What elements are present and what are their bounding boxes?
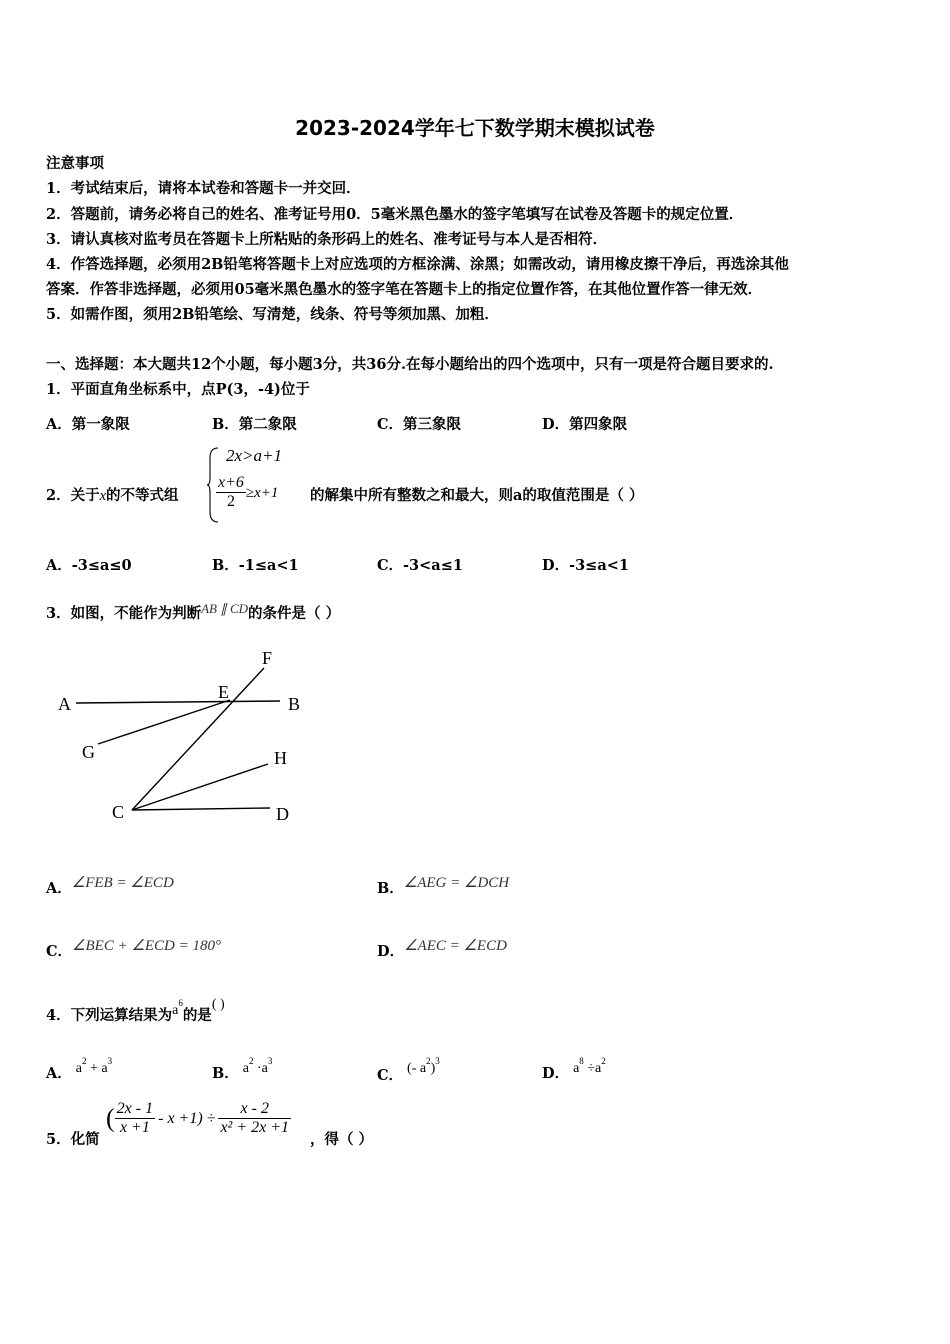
label-c: C [112, 802, 125, 822]
label-e: E [218, 682, 229, 702]
line-ab [76, 701, 280, 703]
q2-mid: 的不等式组 [106, 487, 179, 504]
q4-option-a: A． $a^2 + a^3$ [46, 1056, 113, 1082]
q2-fraction: $\frac{x+6}{2}$ [218, 474, 244, 510]
notice-item: 5．如需作图，须用2B铅笔绘、写清楚，线条、符号等须加黑、加粗． [46, 306, 499, 323]
q4-option-d: D． $a^8 \div a^2$ [542, 1056, 606, 1082]
section-heading: 一、选择题：本大题共12个小题，每小题3分，共36分.在每小题给出的四个选项中，只有一项是符合题目要求的. [46, 356, 774, 373]
q2-option-b: B．-1≤a<1 [212, 557, 299, 574]
label-g: G [82, 742, 95, 762]
question-4-stem: 4．下列运算结果为$a^6$的是( ) [46, 997, 225, 1024]
q2-prefix: 2．关于 [46, 487, 100, 504]
q4-base: $a^6$ [172, 998, 183, 1018]
notice-item: 3．请认真核对监考员在答题卡上所粘贴的条形码上的姓名、准考证号与本人是否相符． [46, 231, 608, 248]
notice-item: 2．答题前，请务必将自己的姓名、准考证号用0．5毫米黑色墨水的签字笔填写在试卷及答题卡的规定位置． [46, 206, 744, 223]
notice-item: 答案．作答非选择题，必须用05毫米黑色墨水的签字笔在答题卡上的指定位置作答，在其他位置作答一律无效． [46, 281, 763, 298]
q4-option-c: C． (- $a^2)^3$ [377, 1056, 440, 1084]
q2-eq2: $\frac{x+6}{2}$ ≥x+1 [218, 474, 279, 510]
q3-option-c: C．∠BEC + ∠ECD = 180° [46, 938, 222, 960]
q3-option-b: B．∠AEG = ∠DCH [377, 875, 510, 897]
geometry-figure [40, 640, 330, 830]
question-2-stem [46, 484, 179, 505]
label-f: F [262, 648, 273, 668]
page-title: 2023-2024学年七下数学期末模拟试卷 [295, 116, 655, 140]
q5-fraction-1: $\frac{2x - 1}{x +1}$ [116, 1100, 154, 1136]
q2-option-c: C．-3<a≤1 [377, 557, 463, 574]
line-cf [132, 668, 264, 810]
label-b: B [288, 694, 301, 714]
q2-option-a: A．-3≤a≤0 [46, 557, 132, 574]
q3-option-a: A．∠FEB = ∠ECD [46, 875, 174, 897]
notice-heading: 注意事项 [46, 155, 104, 172]
q2-option-d: D．-3≤a<1 [542, 557, 629, 574]
question-3-stem: 3．如图，不能作为判断AB ∥ CD的条件是（ ） [46, 601, 341, 622]
line-ch [132, 764, 268, 810]
label-d: D [276, 804, 289, 824]
line-cd [132, 808, 270, 810]
question-1-stem: 1．平面直角坐标系中，点P(3，-4)位于 [46, 381, 310, 398]
q4-paren: ( ) [211, 997, 225, 1012]
q1-option-b: B．第二象限 [212, 416, 297, 433]
q2-var: x [99, 488, 107, 504]
q1-option-d: D．第四象限 [542, 416, 628, 433]
q1-option-a: A．第一象限 [46, 416, 130, 433]
question-5-prefix: 5．化简 [46, 1131, 100, 1148]
q3-condition: AB ∥ CD [201, 601, 249, 616]
q2-eq1: 2x>a+1 [226, 446, 282, 465]
q5-expression: ( $\frac{2x - 1}{x +1}$ - x +1) ÷ $\frac{x - 2}{\text{x² + 2x +1}}$ [106, 1100, 290, 1136]
q2-suffix: 的解集中所有整数之和最大，则a的取值范围是（ ） [310, 487, 644, 504]
notice-item: 1．考试结束后，请将本试卷和答题卡一并交回． [46, 180, 361, 197]
label-h: H [274, 748, 287, 768]
q3-option-d: D．∠AEC = ∠ECD [377, 938, 507, 960]
q4-option-b: B． $a^2 \cdot a^3$ [212, 1056, 273, 1082]
q5-fraction-2: $\frac{x - 2}{\text{x² + 2x +1}}$ [220, 1100, 290, 1136]
q1-option-c: C．第三象限 [377, 416, 462, 433]
label-a: A [58, 694, 71, 714]
line-ge [98, 700, 230, 744]
q5-suffix: ，得（ ） [310, 1131, 374, 1148]
notice-item: 4．作答选择题，必须用2B铅笔将答题卡上对应选项的方框涂满、涂黑；如需改动，请用橡皮擦干净后，再选涂其他 [46, 256, 789, 273]
